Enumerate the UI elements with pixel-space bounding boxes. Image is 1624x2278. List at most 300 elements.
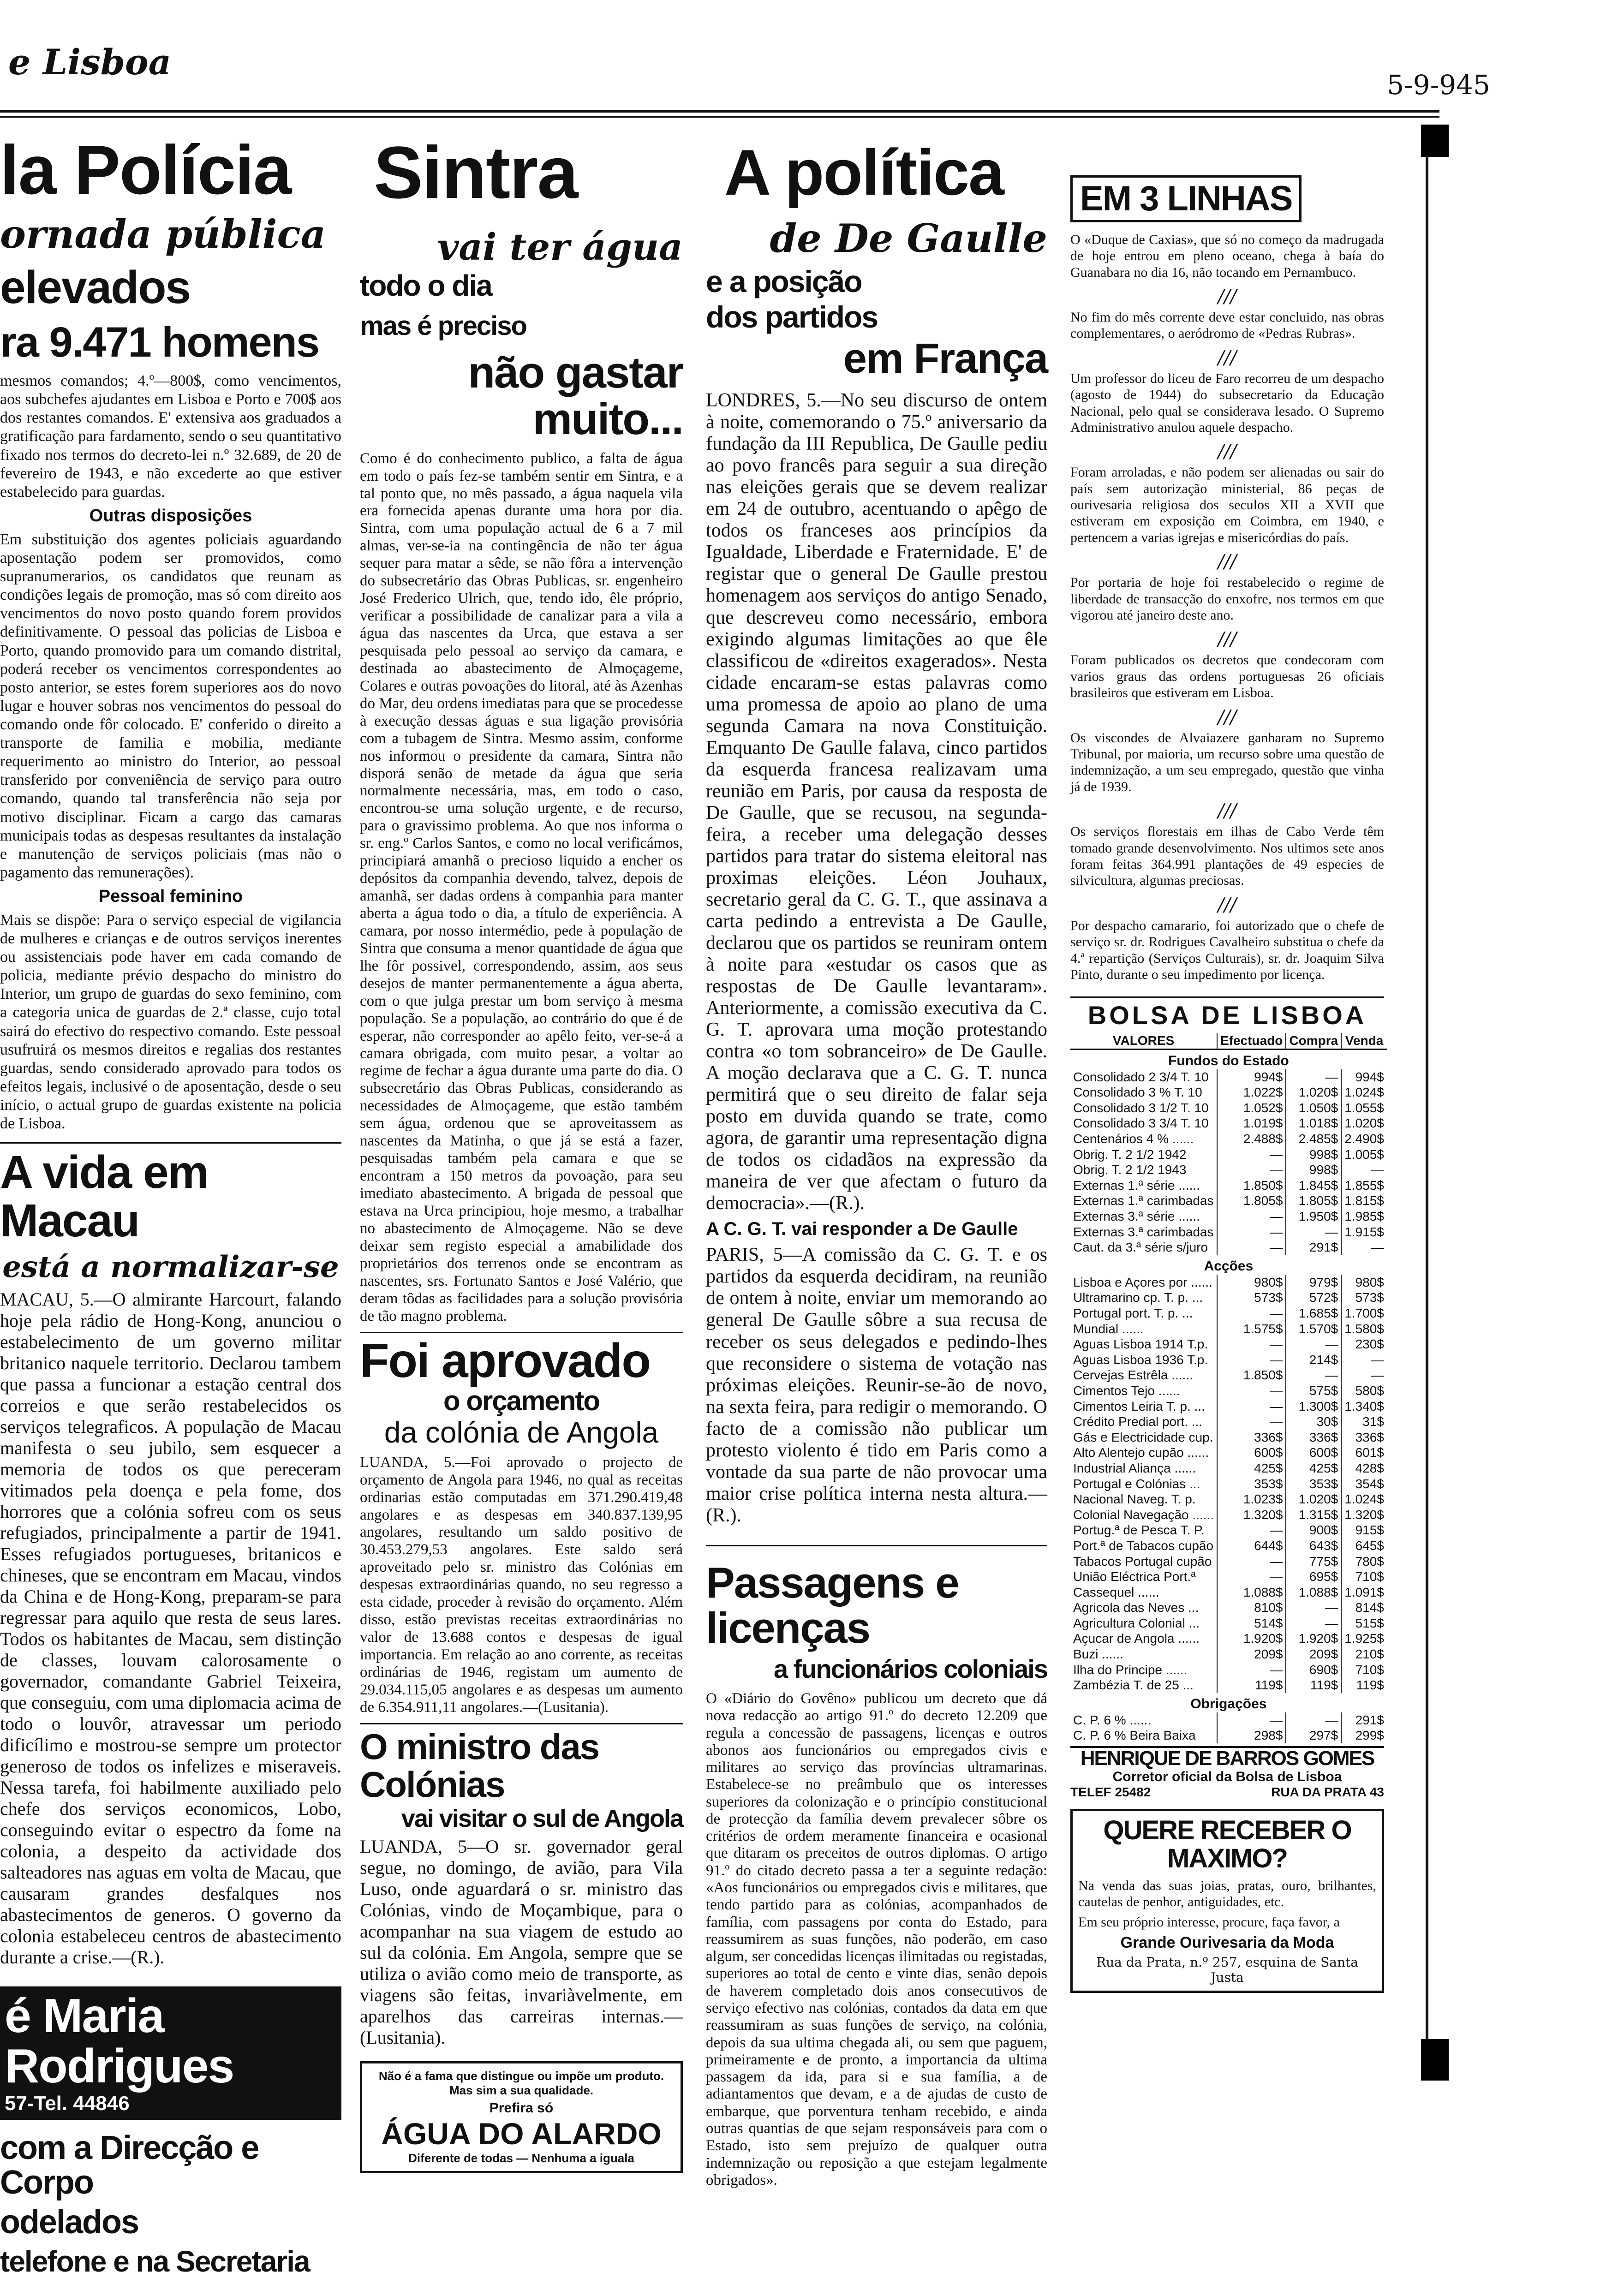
- divider: [706, 1545, 1047, 1546]
- bolsa-security: Consolidado 3 % T. 10: [1073, 1085, 1202, 1100]
- subheadline-macau: está a normalizar-se: [2, 1250, 339, 1285]
- bolsa-price: 1.580$: [1341, 1321, 1387, 1337]
- bolsa-price: —: [1217, 1399, 1286, 1414]
- bolsa-row: [1070, 1115, 1387, 1131]
- bolsa-price: 814$: [1341, 1600, 1387, 1616]
- ad-modelados: odelados: [0, 2203, 139, 2241]
- bolsa-security: Açucar de Angola ......: [1073, 1631, 1200, 1646]
- bolsa-row: [1070, 1616, 1387, 1631]
- bolsa-price: 1.300$: [1286, 1399, 1341, 1414]
- headline-policia: la Polícia: [0, 131, 291, 209]
- bolsa-price: 1.700$: [1341, 1306, 1387, 1321]
- bolsa-security: C. P. 6 % ......: [1073, 1712, 1152, 1727]
- bolsa-security: Cassequel ......: [1073, 1585, 1159, 1599]
- section-title: EM 3 LINHAS: [1080, 179, 1292, 218]
- bolsa-price: 1.685$: [1286, 1306, 1341, 1321]
- bolsa-security: Gás e Electricidade cup.: [1073, 1430, 1213, 1444]
- column-em-3-linhas: [1070, 125, 1384, 2200]
- bolsa-security: Portug.ª de Pesca T. P.: [1073, 1523, 1205, 1538]
- bolsa-price: 1.850$: [1217, 1367, 1286, 1383]
- bolsa-price: —: [1286, 1367, 1341, 1383]
- column-sintra: [360, 125, 683, 2200]
- bolsa-price: —: [1217, 1662, 1286, 1678]
- bolsa-security: Externas 3.ª carimbadas: [1073, 1224, 1214, 1239]
- bolsa-security: Agricola das Neves ...: [1073, 1600, 1199, 1615]
- bolsa-col-compra: Compra: [1286, 1033, 1341, 1049]
- brief-item: Por portaria de hoje foi restabelecido o regime de liberdade de transacção do enxofre, nos termos em que vigorou até janeiro deste ano.: [1070, 575, 1384, 623]
- headline-homens: ra 9.471 homens: [0, 318, 319, 366]
- bolsa-security: União Eléctrica Port.ª: [1073, 1569, 1196, 1584]
- article-degaulle: LONDRES, 5.—No seu discurso de ontem à noite, comemorando o 75.º aniversario da fundação da III Republica, De Gaulle pediu ao povo francês para seguir a sua direção nas eleições gerais que se devem realizar em 24 de outubro, acentuando o apêgo de todos os franceses aos princípios da Igualdade, Liberdade e Fraternidade. E' de registar que o general De Gaulle prestou homenagem aos serviços do antigo Senado, que descreveu como necessário, embora exigindo algumas limitações ao que êle classificou de «direitos exagerados». Nesta cidade encaram-se estas palavras como uma promessa de apoio ao plano de uma segunda Camara na nova Constituição. Emquanto De Gaulle falava, cinco partidos da esquerda francesa realizavam uma reunião em Paris, por causa da resposta de De Gaulle, que se recusou, na segunda-feira, a receber uma delegação desses partidos para tratar do sistema eleitoral nas proximas eleições. Léon Jouhaux, secretario geral da C. G. T., que assinava a carta pedindo a entrevista a De Gaulle, declarou que os partidos se reuniram ontem à noite para «estudar os casos que as respostas de De Gaulle levantaram». Anteriormente, a comissão executiva da C. G. T. aprovara uma moção protestando contra «o tom sobranceiro» de De Gaulle. A moção declarava que a C. G. T. nunca permitirá que o seu direito de falar seja posto em duvida quando se trate, como agora, de garantir uma representação digna de todos os cidadãos na expressão da maneira de ver que afectam o futuro da democracia».—(R.).: [706, 390, 1047, 1214]
- bolsa-price: 209$: [1286, 1646, 1341, 1662]
- bolsa-price: 336$: [1286, 1430, 1341, 1445]
- ad-ourivesaria-p1: Na venda das suas joias, pratas, ouro, brilhantes, cautelas de penhor, antiguidades, etc.: [1078, 1878, 1376, 1910]
- bolsa-price: 1.575$: [1217, 1321, 1286, 1337]
- registration-marker: [1421, 2039, 1449, 2081]
- bolsa-price: 1.018$: [1286, 1115, 1341, 1131]
- bolsa-price: 428$: [1341, 1461, 1387, 1476]
- brief-item: Foram arroladas, e não podem ser alienadas ou sair do país sem autorização ministerial, 86 peças de ourivesaria religiosa dos seculos XII a XVII que estiveram em exposição em Coimbra, em 1940, e pertencem a varias igrejas e misericórdias do país.: [1070, 465, 1384, 545]
- brief-separator: ///: [1218, 629, 1237, 650]
- ad-ourivesaria-head: QUERE RECEBER O MAXIMO?: [1103, 1815, 1351, 1874]
- bolsa-price: 601$: [1341, 1445, 1387, 1461]
- bolsa-price: 119$: [1286, 1677, 1341, 1693]
- bolsa-security: Centenários 4 % ......: [1073, 1132, 1194, 1146]
- bolsa-price: 1.020$: [1286, 1085, 1341, 1100]
- ad-alardo-diferente: Diferente de todas — Nenhuma a iguala: [408, 2151, 634, 2165]
- bolsa-price: —: [1341, 1367, 1387, 1383]
- bolsa-price: —: [1341, 1352, 1387, 1368]
- bolsa-security: Aguas Lisboa 1914 T.p.: [1073, 1337, 1208, 1352]
- bolsa-price: 1.091$: [1341, 1585, 1387, 1600]
- subhead-outras: Outras disposições: [89, 506, 252, 525]
- brief-item: Foram publicados os decretos que condecoram com varios graus das ordens portuguesas 26 oficiais brasileiros que estiveram em Lisboa.: [1070, 652, 1384, 701]
- bolsa-price: 515$: [1341, 1616, 1387, 1631]
- broker-name: HENRIQUE DE BARROS GOMES: [1080, 1747, 1374, 1770]
- bolsa-row: [1070, 1100, 1387, 1116]
- briefs-list: [1070, 232, 1384, 983]
- bolsa-price: 230$: [1341, 1336, 1387, 1352]
- bolsa-price: 1.845$: [1286, 1178, 1341, 1193]
- section-header-em-3-linhas: [1070, 175, 1302, 222]
- bolsa-security: Industrial Aliança ......: [1073, 1461, 1196, 1475]
- article-ministro: LUANDA, 5—O sr. governador geral segue, no domingo, de avião, para Vila Luso, onde aguardará o sr. ministro das Colónias, vindo de Moçambique, para o acompanhar na sua viagem de estudo ao sul da colónia. Em Angola, sempre que se utiliza o avião como meio de transporte, as viagens são feitas, invariàvelmente, em aparelhos das carreiras internas.—(Lusitania).: [360, 1836, 683, 2048]
- bolsa-price: —: [1286, 1616, 1341, 1631]
- bolsa-security: Externas 1.ª carimbadas: [1073, 1193, 1214, 1208]
- bolsa-price: 1.855$: [1341, 1178, 1387, 1193]
- bolsa-price: 775$: [1286, 1554, 1341, 1569]
- bolsa-security: Alto Alentejo cupão ......: [1073, 1445, 1209, 1460]
- newspaper-title: e Lisboa: [8, 42, 171, 83]
- bolsa-price: 915$: [1341, 1522, 1387, 1538]
- ad-alardo-prefira: Prefira só: [489, 2100, 554, 2116]
- bolsa-table: [1070, 1033, 1387, 1743]
- bolsa-price: 1.005$: [1341, 1147, 1387, 1163]
- bolsa-row: [1070, 1383, 1387, 1399]
- ad-alardo-brand: ÁGUA DO ALARDO: [381, 2117, 662, 2151]
- registration-marker: [1421, 125, 1449, 157]
- ad-ourivesaria: [1070, 1809, 1384, 1993]
- bolsa-price: —: [1217, 1224, 1286, 1240]
- bolsa-price: 214$: [1286, 1352, 1341, 1368]
- bolsa-price: —: [1217, 1209, 1286, 1224]
- subhead-feminino: Pessoal feminino: [98, 886, 243, 906]
- bolsa-price: 1.985$: [1341, 1209, 1387, 1224]
- article-macau: MACAU, 5.—O almirante Harcourt, falando hoje pela rádio de Hong-Kong, anunciou o estabelecimento de um governo militar britanico naquele territorio. Declarou tambem que passa a funcionar a estação central dos correios e que serão restabelecidos os serviços telegraficos. A população de Macau manifesta o seu jubilo, sem esquecer a memoria de todos os que pereceram vitimados pela doença e pela fome, dos horrores que a colónia sofreu com os seus refugiados, principalmente a partir de 1941. Esses refugiados portugueses, britanicos e chineses, que se encontram em Macau, vindos da China e de Hong-Kong, preparam-se para regressar para aquilo que resta de seus lares. Todos os habitantes de Macau, sem distinção de classes, louvam calorosamente o governador, comandante Gabriel Teixeira, que conseguiu, com uma diplomacia acima de todo o louvôr, atravessar um periodo dificílimo e mostrou-se sempre um protector generoso de todos os infelizes e miseraveis. Nessa tarefa, foi habilmente auxiliado pelo chefe dos serviços economicos, Lobo, conseguindo evitar o espectro da fome na colonia, a despeito da actividade dos salteadores nas aguas em volta de Macau, que causaram grandes desfalques nos abastecimentos de generos. O governo da colonia estabeleceu centros de abastecimento durante a crise.—(R.).: [0, 1289, 341, 1968]
- bolsa-price: 354$: [1341, 1476, 1387, 1492]
- bolsa-price: —: [1341, 1162, 1387, 1178]
- bolsa-security: Buzi ......: [1073, 1647, 1123, 1662]
- bolsa-security: Crédito Predial port. ...: [1073, 1414, 1203, 1429]
- bolsa-security: Agricultura Colonial ...: [1073, 1616, 1200, 1630]
- bolsa-price: 1.805$: [1217, 1193, 1286, 1209]
- ad-maria-phone: 57-Tel. 44846: [5, 2092, 130, 2115]
- brief-separator: ///: [1218, 800, 1237, 822]
- bolsa-section-label: Fundos do Estado: [1168, 1053, 1289, 1068]
- bolsa-price: 119$: [1217, 1677, 1286, 1693]
- bolsa-price: 1.022$: [1217, 1085, 1286, 1100]
- bolsa-row: [1070, 1085, 1387, 1100]
- brief-item: No fim do mês corrente deve estar concluido, nas obras complementares, o aeródromo de «Pedras Rubras».: [1070, 309, 1384, 341]
- issue-date: 5-9-945: [1387, 69, 1490, 101]
- bolsa-price: 644$: [1217, 1538, 1286, 1554]
- bolsa-price: 1.920$: [1217, 1631, 1286, 1646]
- divider: [360, 1332, 683, 1333]
- bolsa-price: 645$: [1341, 1538, 1387, 1554]
- bolsa-price: —: [1217, 1352, 1286, 1368]
- bolsa-price: 1.088$: [1217, 1585, 1286, 1600]
- column-degaulle: [706, 125, 1047, 2200]
- bolsa-price: 573$: [1341, 1290, 1387, 1306]
- headline-jornada: ornada pública: [0, 211, 326, 257]
- bolsa-col-venda: Venda: [1341, 1033, 1387, 1049]
- bolsa-price: 1.052$: [1217, 1100, 1286, 1116]
- headline-sintra: Sintra: [374, 131, 578, 214]
- bolsa-price: 575$: [1286, 1383, 1341, 1399]
- bolsa-price: 643$: [1286, 1538, 1341, 1554]
- bolsa-price: —: [1286, 1600, 1341, 1616]
- ad-ourivesaria-name: Grande Ourivesaria da Moda: [1120, 1934, 1334, 1952]
- bolsa-title: BOLSA DE LISBOA: [1087, 1001, 1367, 1030]
- bolsa-row: [1070, 1290, 1387, 1306]
- headline-angola: da colónia de Angola: [384, 1415, 659, 1449]
- bolsa-price: 1.805$: [1286, 1193, 1341, 1209]
- bolsa-security: Consolidado 3 3/4 T. 10: [1073, 1116, 1209, 1131]
- bolsa-price: 998$: [1286, 1162, 1341, 1178]
- bolsa-price: 1.019$: [1217, 1115, 1286, 1131]
- bolsa-price: 336$: [1341, 1430, 1387, 1445]
- bolsa-col-valores: VALORES: [1070, 1033, 1217, 1049]
- bolsa-price: 1.570$: [1286, 1321, 1341, 1337]
- bolsa-row: [1070, 1461, 1387, 1476]
- bolsa-row: [1070, 1554, 1387, 1569]
- bolsa-section: [1070, 996, 1384, 1743]
- article-passagens: O «Diário do Govêno» publicou um decreto que dá nova redacção ao artigo 91.º do decreto 12.209 que regula a concessão de passagens, licenças e outros abonos aos funcionários ou empregados civis e militares ao serviço das províncias ultramarinas. Estabelece-se no preâmbulo que os interesses superiores da colonização e o princípio constitucional de protecção da família devem prevalecer sôbre os critérios de ordem meramente financeira e ocasional que ditaram os preceitos de outros diplomas. O artigo 91.º do citado decreto passa a ter a seguinte redação: «Aos funcionários ou empregados civis e militares, que tendo partido para as colónias, acompanhados de família, com passagens por conta do Estado, para reassumirem as suas funções, não poderão, em caso algum, ser concedidas licenças ilimitadas ou registadas, superiores ao total de cento e vinte dias, senão depois de haverem completado dois anos consecutivos de serviço efectivo nas colónias, contados da data em que reassumiram as suas funções de serviço, na colónia, depois da sua ultima chegada ali, ou sem que paguem, primeiramente e de pronto, a importancia da ultima passagem da ida, para si e sua família, a de adiantamentos que devam, e a de ajudas de custo de embarque, que porventura tenham recebido, e ainda outras quantias de que sejam responsáveis para com o Estado, isto sem prejuízo de qualquer outra indemnização ou reposição a que estejam legalmente obrigados».: [706, 1690, 1047, 2189]
- headline-partidos: dos partidos: [706, 300, 878, 334]
- bolsa-row: [1070, 1399, 1387, 1414]
- bolsa-price: 353$: [1217, 1476, 1286, 1492]
- bolsa-price: 336$: [1217, 1430, 1286, 1445]
- headline-macau: A vida em Macau: [0, 1146, 208, 1247]
- bolsa-row: [1070, 1600, 1387, 1616]
- brief-separator: ///: [1218, 286, 1237, 307]
- article-policia-p1: mesmos comandos; 4.º—800$, como vencimentos, aos subchefes ajudantes em Lisboa e Porto e 700$ aos dos restantes comandos. E' extensiva aos graduados a gratificação para fardamento, sendo o seu quantitativo fixado nos termos do decreto-lei n.º 32.689, de 20 de fevereiro de 1943, e não excederte ao que estiver estabelecido para guardas.: [0, 372, 341, 501]
- brief-item: Um professor do liceu de Faro recorreu de um despacho (agosto de 1944) do subsecretario da Educação Nacional, pelo qual se considerava lesado. O Supremo Administrativo anulou aquele despacho.: [1070, 370, 1384, 435]
- bolsa-security: Ilha do Principe ......: [1073, 1662, 1188, 1677]
- bolsa-security: Portugal port. T. p. ...: [1073, 1306, 1193, 1320]
- bolsa-price: —: [1341, 1240, 1387, 1255]
- bolsa-security: C. P. 6 % Beira Baixa: [1073, 1728, 1196, 1743]
- bolsa-price: 1.024$: [1341, 1491, 1387, 1507]
- bolsa-price: 1.950$: [1286, 1209, 1341, 1224]
- bolsa-row: [1070, 1569, 1387, 1585]
- bolsa-price: —: [1217, 1306, 1286, 1321]
- bolsa-row: [1070, 1445, 1387, 1461]
- bolsa-price: 810$: [1217, 1600, 1286, 1616]
- bolsa-price: 297$: [1286, 1728, 1341, 1743]
- bolsa-price: 1.050$: [1286, 1100, 1341, 1116]
- bolsa-price: 580$: [1341, 1383, 1387, 1399]
- bolsa-price: 353$: [1286, 1476, 1341, 1492]
- article-policia-p3: Mais se dispõe: Para o serviço especial de vigilancia de mulheres e crianças e de outros serviços inerentes ou assistenciais pode haver em cada comando de policia, mediante prévio despacho do ministro do Interior, um grupo de guardas do sexo feminino, com a categoria unica de guardas de 2.ª classe, cujo total sairá do efectivo do respectivo comando. Este pessoal usufruirá os mesmos direitos e regalias dos restantes guardas, sendo considerado aprovado para todos os efeitos legais, inclusivé o de aposentação, desde o seu início, o actual grupo de guardas existente na policia de Lisboa.: [0, 911, 341, 1133]
- bolsa-price: 1.315$: [1286, 1507, 1341, 1523]
- bolsa-row: [1070, 1414, 1387, 1430]
- brief-separator: ///: [1218, 894, 1237, 916]
- vertical-rule: [1426, 157, 1428, 2039]
- masthead: [0, 0, 1624, 120]
- bolsa-row: [1070, 1131, 1387, 1147]
- ad-agua-alardo: [360, 2061, 683, 2173]
- bolsa-price: 1.020$: [1286, 1491, 1341, 1507]
- bolsa-section-label: Acções: [1204, 1258, 1254, 1274]
- bolsa-row: [1070, 1476, 1387, 1492]
- bolsa-security: Obrig. T. 2 1/2 1942: [1073, 1147, 1187, 1162]
- bolsa-row: [1070, 1240, 1387, 1255]
- bolsa-price: 1.920$: [1286, 1631, 1341, 1646]
- bolsa-row: [1070, 1538, 1387, 1554]
- broker-phone: TELEF 25482: [1070, 1785, 1151, 1800]
- bolsa-price: 119$: [1341, 1677, 1387, 1693]
- article-orcamento: LUANDA, 5.—Foi aprovado o projecto de orçamento de Angola para 1946, no qual as receitas ordinarias estão computadas em 371.290.419,48 angolares e as despesas em 340.837.139,95 angolares, resultando um saldo positivo de 30.453.279,53 angolares. Este saldo será aproveitado pelo sr. ministro das Colónias em despesas extraordinárias quando, no seu regresso a esta cidade, proceder à revisão do orçamento. Além disso, estão previstas receitas extraordinárias no valor de 13.688 contos e despesas de igual importancia. Em relação ao ano corrente, as receitas ordinárias de 1946, registam um aumento de 29.034.115,05 angolares e as despesas um aumento de 6.354.911,11 angolares.—(Lusitania).: [360, 1454, 683, 1716]
- bolsa-price: —: [1217, 1162, 1286, 1178]
- bolsa-security: Lisboa e Açores por ......: [1073, 1275, 1212, 1289]
- bolsa-price: —: [1217, 1522, 1286, 1538]
- ad-ourivesaria-addr: Rua da Prata, n.º 257, esquina de Santa Justa: [1096, 1955, 1358, 1986]
- bolsa-row: [1070, 1430, 1387, 1445]
- bolsa-row: [1070, 1507, 1387, 1523]
- bolsa-row: [1070, 1677, 1387, 1693]
- bolsa-row: [1070, 1712, 1387, 1728]
- headline-politica: A política: [724, 136, 1003, 209]
- bolsa-security: Obrig. T. 2 1/2 1943: [1073, 1163, 1187, 1177]
- bolsa-price: 291$: [1341, 1712, 1387, 1728]
- bolsa-price: 710$: [1341, 1662, 1387, 1678]
- bolsa-price: —: [1217, 1240, 1286, 1255]
- headline-gastar: não gastar muito...: [468, 348, 683, 444]
- headline-preciso: mas é preciso: [360, 311, 526, 341]
- bolsa-price: 299$: [1341, 1728, 1387, 1743]
- bolsa-price: 209$: [1217, 1646, 1286, 1662]
- bolsa-price: 1.815$: [1341, 1193, 1387, 1209]
- bolsa-security: Externas 1.ª série ......: [1073, 1178, 1200, 1193]
- headline-elevados: elevados: [0, 261, 191, 313]
- brief-separator: ///: [1218, 706, 1237, 728]
- ad-direccao: com a Direcção e Corpo: [0, 2129, 259, 2201]
- bolsa-price: 900$: [1286, 1522, 1341, 1538]
- bolsa-price: 1.055$: [1341, 1100, 1387, 1116]
- bolsa-row: [1070, 1193, 1387, 1209]
- brief-item: Os serviços florestais em ilhas de Cabo Verde têm tomado grande desenvolvimento. Nos ultimos sete anos foram feitas 364.991 plantações de 49 especies de silvicultura, algumas preciosas.: [1070, 824, 1384, 889]
- bolsa-price: 298$: [1217, 1728, 1286, 1743]
- headline-ministro: O ministro das Colónias: [360, 1726, 599, 1805]
- bolsa-row: [1070, 1631, 1387, 1646]
- article-policia-p2: Em substituição dos agentes policiais aguardando aposentação podem ser promovidos, como supranumerarios, os candidatos que reunam as condições legais de promoção, mas só com direito aos vencimentos do novo posto quando forem providos definitivamente. O pessoal das policias de Lisboa e Porto, quando promovido para um comando distrital, poderá receber os vencimentos correspondentes ao posto anterior, se estes forem superiores aos do novo lugar e houver sobras nos vencimentos do pessoal do comando onde fôr colocado. E' conferido o direito a transporte de familia e mobilia, mediante requerimento ao ministro do Interior, ao pessoal transferido por conveniência de serviço para outro comando, quando tal transferência não seja por motivo disciplinar. Ficam a cargo das camaras municipais todas as despesas resultantes da instalação e manutenção de serviços policiais (mas não o pagamento das remunerações).: [0, 531, 341, 881]
- bolsa-security: Ultramarino cp. T. p. ...: [1073, 1290, 1203, 1305]
- bolsa-price: —: [1286, 1224, 1341, 1240]
- bolsa-security: Mundial ......: [1073, 1321, 1144, 1336]
- broker-line: Corretor oficial da Bolsa de Lisboa: [1112, 1769, 1342, 1785]
- bolsa-row: [1070, 1522, 1387, 1538]
- column-policia: [0, 125, 341, 2278]
- bolsa-price: 425$: [1286, 1461, 1341, 1476]
- article-sintra: Como é do conhecimento publico, a falta de água em todo o país fez-se também sentir em Sintra, e a tal ponto que, no mês passado, a água naquela vila era fornecida apenas durante uma hora por dia. Sintra, com uma população actual de 6 a 7 mil almas, ver-se-ia na contingência de não ter água sequer para matar a sêde, se não fôra a intervenção do subsecretário das Obras Publicas, sr. engenheiro José Frederico Ulrich, que, tendo ido, êle próprio, verificar a possibilidade de canalizar para a vila a água das nascentes da Urca, que estava a ser pesquisada pelo pessoal ao serviço da camara, e destinada ao abastecimento de Almoçageme, Colares e outras povoações do litoral, até às Azenhas do Mar, deu ordens imediatas para que se procedesse à execução dessas águas e sua ligação provisória com a tubagem de Sintra. Mesmo assim, conforme nos informou o presidente da camara, Sintra não disporá senão de metade da água que seria normalmente necessária, mas, em todo o caso, encontrou-se uma solução urgente, e de recurso, para o gravissimo problema. Ao que nos informa o sr. eng.º Carlos Santos, e como no local verificámos, principiará amanhã o precioso liquido a encher os depósitos da companhia devendo, talvez, depois de amanhã, ser dadas ordens à companhia para manter aberta a água todo o dia, a título de experiência. A camara, por nosso intermédio, pede à população de Sintra que consuma a menor quantidade de água que lhe fôr possivel, correspondendo, assim, aos seus desejos de manter permanentemente a água aberta, com o que julga prestar um bom serviço à mesma população. Se a população, ao contrário do que é de esperar, não corresponder ao apêlo feito, ver-se-á a camara obrigada, com muito pesar, a voltar ao regime de fechar a água durante uma parte do dia. O subsecretário das Obras Publicas, considerando as necessidades de Almoçageme, que estão também sem água, ordenou que se aproveitassem as nascentes da Matinha, o que já se está a fazer, pesquisadas também pela camara e que se encontram a 150 metros da povoação, para seu imediato abastecimento. A brigada de pessoal que estava na Urca principiou, hoje mesmo, a trabalhar no abastecimento de Almoçageme. Não se deve deixar sem registo especial a amabilidade dos proprietários dos terrenos onde se encontram as nascentes, srs. Fortunato Santos e José Valério, que deram tôdas as facilidades para a solução provisória de tão magno problema.: [360, 450, 683, 1324]
- bolsa-price: 30$: [1286, 1414, 1341, 1430]
- brief-item: Por despacho camarario, foi autorizado que o chefe de serviço sr. dr. Rodrigues Cavalheiro substitua o chefe da 4.ª repartição (Serviços Culturais), sr. dr. Joaquim Silva Pinto, durante o seu impedimento por licença.: [1070, 918, 1384, 982]
- bolsa-price: —: [1217, 1147, 1286, 1163]
- bolsa-price: 31$: [1341, 1414, 1387, 1430]
- bolsa-price: 1.925$: [1341, 1631, 1387, 1646]
- bolsa-price: 1.320$: [1341, 1507, 1387, 1523]
- bolsa-row: [1070, 1306, 1387, 1321]
- bolsa-price: 600$: [1286, 1445, 1341, 1461]
- bolsa-price: —: [1217, 1414, 1286, 1430]
- bolsa-price: 1.020$: [1341, 1115, 1387, 1131]
- bolsa-price: 573$: [1217, 1290, 1286, 1306]
- bolsa-row: [1070, 1352, 1387, 1368]
- bolsa-security: Caut. da 3.ª série s/juro: [1073, 1240, 1208, 1255]
- headline-aprovado: Foi aprovado: [360, 1334, 650, 1388]
- bolsa-section-row: [1070, 1693, 1387, 1712]
- bolsa-price: 1.024$: [1341, 1085, 1387, 1100]
- bolsa-price: —: [1217, 1383, 1286, 1399]
- headline-visitar: vai visitar o sul de Angola: [401, 1804, 683, 1832]
- bolsa-section-row: [1070, 1049, 1387, 1069]
- bolsa-price: 690$: [1286, 1662, 1341, 1678]
- top-rule-thin: [0, 116, 1439, 118]
- bolsa-price: 710$: [1341, 1569, 1387, 1585]
- bolsa-row: [1070, 1178, 1387, 1193]
- ad-ourivesaria-p2: Em seu próprio interesse, procure, faça favor, a: [1078, 1914, 1340, 1930]
- bolsa-price: 2.490$: [1341, 1131, 1387, 1147]
- bolsa-price: 980$: [1341, 1275, 1387, 1290]
- bolsa-row: [1070, 1321, 1387, 1337]
- headline-franca: em França: [843, 334, 1047, 382]
- headline-degaulle: de De Gaulle: [770, 215, 1047, 261]
- ad-telefone: telefone e na Secretaria: [0, 2245, 310, 2278]
- brief-item: O «Duque de Caxias», que só no começo da madrugada de hoje entrou em pleno oceano, chega à baía do Guanabara no dia 16, não tocando em Pernambuco.: [1070, 232, 1384, 280]
- bolsa-row: [1070, 1209, 1387, 1224]
- bolsa-price: —: [1286, 1336, 1341, 1352]
- bolsa-security: Externas 3.ª série ......: [1073, 1209, 1200, 1224]
- brief-separator: ///: [1218, 441, 1237, 463]
- bolsa-security: Colonial Navegação ......: [1073, 1507, 1214, 1522]
- bolsa-security: Tabacos Portugal cupão: [1073, 1554, 1212, 1568]
- top-rule-thick: [0, 110, 1439, 113]
- bolsa-row: [1070, 1224, 1387, 1240]
- brief-item: Os viscondes de Alvaiazere ganharam no Supremo Tribunal, por maioria, um recurso sobre uma questão de indemnização, a um seu empregado, questão que vinha já de 1939.: [1070, 730, 1384, 794]
- broker-address: RUA DA PRATA 43: [1271, 1785, 1384, 1800]
- brief-separator: ///: [1218, 551, 1237, 573]
- broker-box: [1070, 1746, 1384, 1800]
- bolsa-price: —: [1286, 1712, 1341, 1728]
- headline-agua: vai ter água: [437, 225, 683, 268]
- bolsa-col-efectuado: Efectuado: [1217, 1033, 1286, 1049]
- bolsa-row: [1070, 1728, 1387, 1743]
- bolsa-price: 780$: [1341, 1554, 1387, 1569]
- bolsa-security: Consolidado 2 3/4 T. 10: [1073, 1069, 1209, 1084]
- bolsa-row: [1070, 1491, 1387, 1507]
- bolsa-price: 1.088$: [1286, 1585, 1341, 1600]
- headline-posicao: e a posição: [706, 264, 862, 298]
- bolsa-security: Port.ª de Tabacos cupão: [1073, 1538, 1214, 1553]
- bolsa-price: 979$: [1286, 1275, 1341, 1290]
- bolsa-section-row: [1070, 1255, 1387, 1275]
- bolsa-price: 425$: [1217, 1461, 1286, 1476]
- bolsa-price: 998$: [1286, 1147, 1341, 1163]
- headline-orcamento: o orçamento: [443, 1385, 600, 1416]
- headline-funcionarios: a funcionários coloniais: [773, 1654, 1047, 1684]
- bolsa-price: 1.320$: [1217, 1507, 1286, 1523]
- bolsa-price: 572$: [1286, 1290, 1341, 1306]
- bolsa-price: —: [1217, 1336, 1286, 1352]
- bolsa-security: Consolidado 3 1/2 T. 10: [1073, 1100, 1209, 1115]
- bolsa-row: [1070, 1162, 1387, 1178]
- bolsa-row: [1070, 1275, 1387, 1290]
- bolsa-security: Portugal e Colónias ...: [1073, 1476, 1200, 1491]
- bolsa-price: 600$: [1217, 1445, 1286, 1461]
- ad-maria-rodrigues: [0, 1986, 341, 2119]
- bolsa-price: 1.023$: [1217, 1491, 1286, 1507]
- bolsa-price: —: [1217, 1554, 1286, 1569]
- bolsa-price: —: [1217, 1712, 1286, 1728]
- ad-alardo-tagline: Não é a fama que distingue ou impõe um produto. Mas sim a sua qualidade.: [378, 2069, 664, 2098]
- headline-todo-dia: todo o dia: [360, 269, 492, 302]
- bolsa-row: [1070, 1367, 1387, 1383]
- bolsa-price: 291$: [1286, 1240, 1341, 1255]
- brief-separator: ///: [1218, 347, 1237, 369]
- bolsa-price: 1.850$: [1217, 1178, 1286, 1193]
- bolsa-security: Zambézia T. de 25 ...: [1073, 1678, 1194, 1693]
- bolsa-security: Cervejas Estrêla ......: [1073, 1368, 1193, 1383]
- bolsa-row: [1070, 1585, 1387, 1600]
- bolsa-price: —: [1286, 1069, 1341, 1085]
- bolsa-security: Cimentos Tejo ......: [1073, 1383, 1180, 1398]
- bolsa-section-label: Obrigações: [1190, 1696, 1267, 1711]
- bolsa-price: —: [1217, 1569, 1286, 1585]
- article-cgt: PARIS, 5—A comissão da C. G. T. e os partidos da esquerda decidiram, na reunião de ontem à noite, enviar um memorando ao general De Gaulle sôbre a sua recusa de receber os seus delegados e pedindo-lhes que reconsidere o sistema de votação nas próximas eleições. Reunir-se-ão de novo, na sexta feira, para redigir o memorando. O facto de a comissão não publicar um protesto violento é tido em Paris como a vontade da sua parte de não provocar uma maior crise política interna nesta altura.—(R.).: [706, 1244, 1047, 1526]
- bolsa-row: [1070, 1069, 1387, 1085]
- bolsa-security: Aguas Lisboa 1936 T.p.: [1073, 1352, 1208, 1367]
- bolsa-price: 1.915$: [1341, 1224, 1387, 1240]
- bolsa-price: 994$: [1341, 1069, 1387, 1085]
- ad-maria-name: é Maria Rodrigues: [5, 1989, 234, 2093]
- divider: [0, 1142, 341, 1144]
- broker-contact: [1070, 1785, 1384, 1800]
- bolsa-price: 994$: [1217, 1069, 1286, 1085]
- bolsa-price: 2.488$: [1217, 1131, 1286, 1147]
- bolsa-row: [1070, 1336, 1387, 1352]
- bolsa-price: 210$: [1341, 1646, 1387, 1662]
